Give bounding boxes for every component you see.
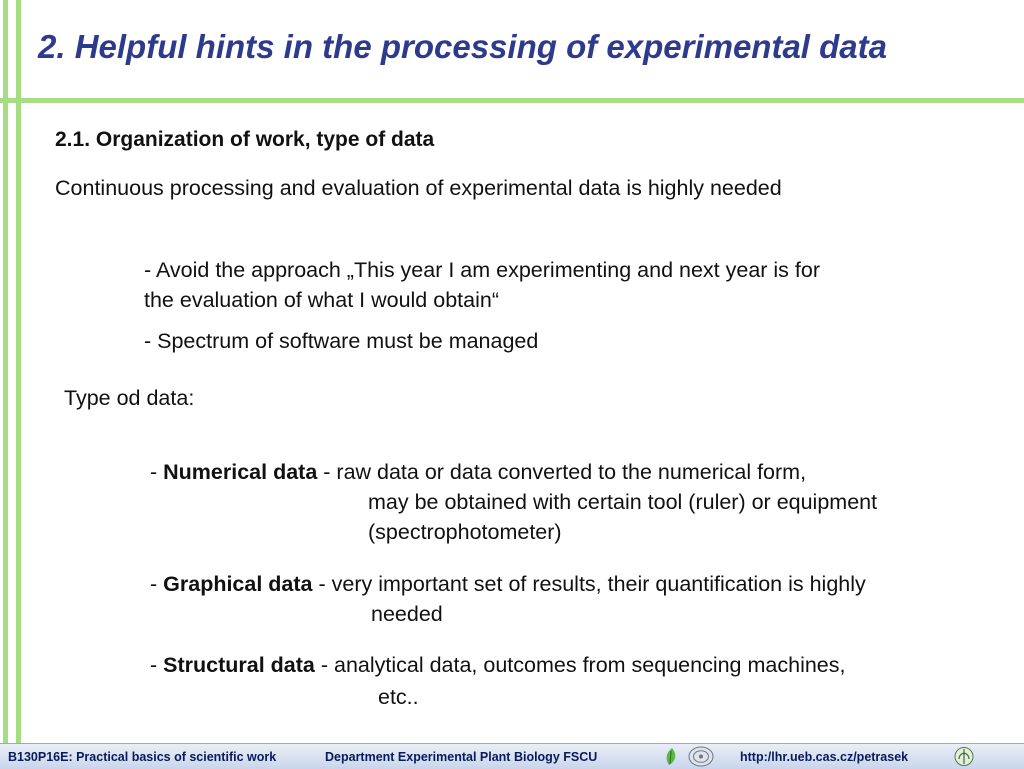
- bullet-dash: -: [150, 460, 164, 484]
- hint-avoid-line2: the evaluation of what I would obtain“: [144, 288, 499, 312]
- intro-text: Continuous processing and evaluation of experimental data is highly needed: [55, 176, 782, 200]
- bullet-dash: -: [150, 572, 164, 596]
- slide-footer: [0, 743, 1024, 769]
- section-subheading: 2.1. Organization of work, type of data: [55, 128, 435, 151]
- data-type-graphical: [150, 572, 866, 597]
- footer-course: B130P16E: Practical basics of scientific work: [8, 750, 277, 764]
- desc-graphical-line1: - very important set of results, their quantification is highly: [312, 572, 866, 596]
- title-divider-line: [0, 98, 1024, 103]
- university-seal-icon: [688, 746, 714, 767]
- desc-numerical-line3: (spectrophotometer): [368, 520, 562, 544]
- term-numerical: Numerical data: [163, 460, 318, 484]
- data-type-structural: [150, 653, 845, 678]
- desc-numerical-line2: may be obtained with certain tool (ruler) or equipment: [368, 490, 878, 514]
- desc-structural-line1: - analytical data, outcomes from sequencing machines,: [314, 653, 846, 677]
- leaf-logo-icon: [662, 746, 682, 767]
- bullet-dash: -: [150, 653, 164, 677]
- institute-logo-icon: [952, 746, 976, 767]
- data-type-numerical: [150, 460, 806, 485]
- hint-avoid-line1: - Avoid the approach „This year I am experimenting and next year is for: [144, 258, 821, 282]
- term-graphical: Graphical data: [163, 572, 313, 596]
- desc-graphical-line2: needed: [371, 602, 443, 626]
- slide-title: 2. Helpful hints in the processing of experimental data: [38, 28, 887, 65]
- hint-software: - Spectrum of software must be managed: [144, 329, 539, 353]
- desc-structural-line2: etc..: [378, 685, 419, 709]
- left-accent-line-inner: [16, 0, 21, 745]
- types-heading: Type od data:: [64, 386, 195, 410]
- footer-url[interactable]: http:/lhr.ueb.cas.cz/petrasek: [740, 750, 909, 764]
- desc-numerical-line1: - raw data or data converted to the numerical form,: [317, 460, 807, 484]
- term-structural: Structural data: [163, 653, 315, 677]
- footer-department: Department Experimental Plant Biology FSCU: [325, 750, 598, 764]
- left-accent-line-outer: [3, 0, 8, 745]
